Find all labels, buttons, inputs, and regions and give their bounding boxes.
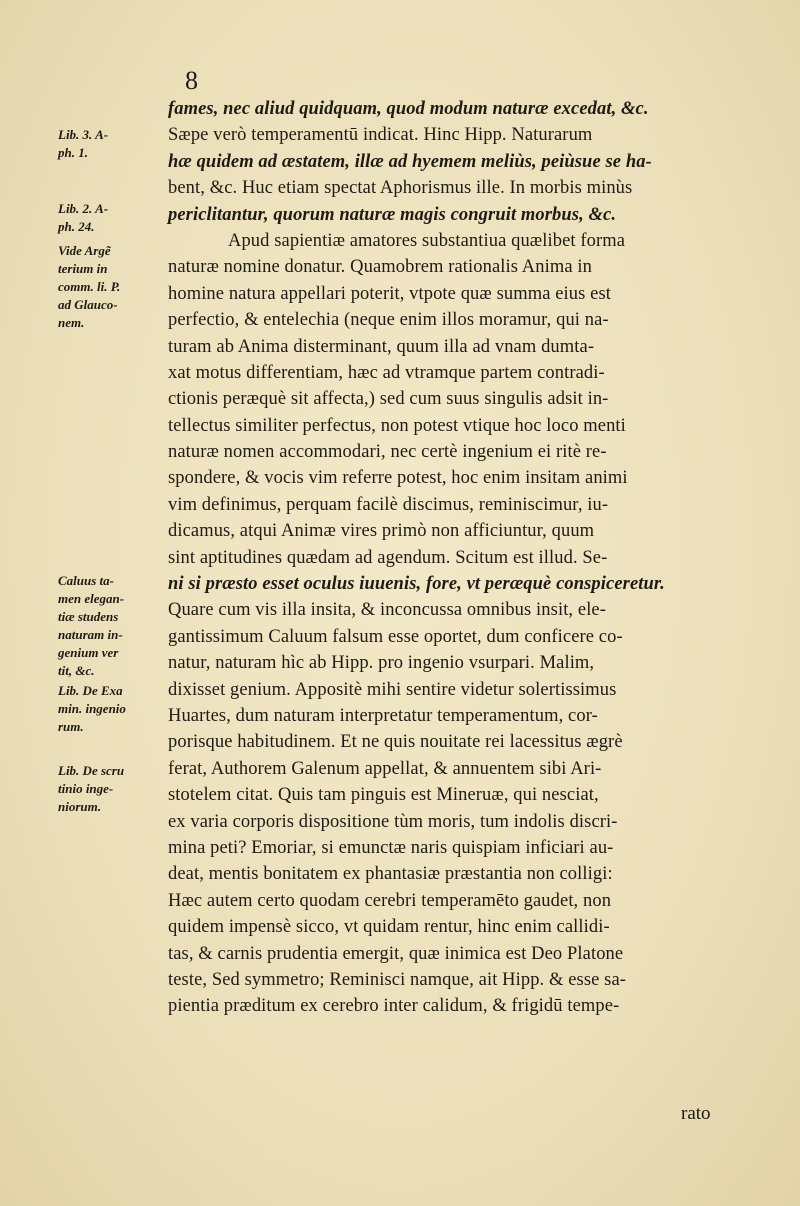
body-line: Sæpe verò temperamentū indicat. Hinc Hipp. Naturarum (168, 125, 593, 146)
margin-note-caluus (58, 572, 166, 680)
margin-note-line: Caluus ta- (58, 573, 114, 588)
margin-note-aph-2-24 (58, 200, 166, 236)
body-line: spondere, & vocis vim referre potest, hoc enim insitam animi (168, 468, 628, 489)
margin-note-line: tit, &c. (58, 663, 95, 678)
margin-note-line: rum. (58, 719, 84, 734)
margin-note-line: genium ver (58, 645, 119, 660)
margin-note-line: Lib. De scru (58, 763, 125, 778)
page-number: 8 (185, 66, 198, 95)
body-line: Hæc autem certo quodam cerebri temperamēto gaudet, non (168, 890, 612, 911)
body-text (168, 96, 768, 1020)
margin-note-line: Lib. De Exa (58, 683, 123, 698)
body-line: teste, Sed symmetro; Reminisci namque, ait Hipp. & esse sa- (168, 969, 627, 990)
body-line: ni si præsto esset oculus iuuenis, fore, vt peræquè conspiceretur. (168, 574, 665, 595)
body-line: naturæ nomen accommodari, nec certè ingenium ei ritè re- (168, 442, 607, 463)
margin-note-line: naturam in- (58, 627, 123, 642)
margin-note-line: comm. li. P. (58, 279, 121, 294)
body-line: tellectus similiter perfectus, non potest vtique hoc loco menti (168, 415, 626, 436)
body-line: ex varia corporis dispositione tùm moris, tum indolis discri- (168, 811, 618, 832)
margin-note-line: Lib. 3. A- (58, 127, 109, 142)
body-line: deat, mentis bonitatem ex phantasiæ præstantia non colligi: (168, 864, 613, 885)
margin-note-de-examine (58, 682, 166, 736)
body-line: xat motus differentiam, hæc ad vtramque partem contradi- (168, 362, 605, 383)
body-line: perfectio, & entelechia (neque enim illos moramur, qui na- (168, 310, 609, 331)
margin-note-line: terium in (58, 261, 108, 276)
body-line: gantissimum Caluum falsum esse oportet, dum conficere co- (168, 626, 623, 647)
margin-note-line: min. ingenio (58, 701, 126, 716)
margin-note-argenterius (58, 242, 166, 332)
body-line: vim definimus, perquam facilè discimus, reminiscimur, iu- (168, 494, 609, 515)
margin-note-line: nem. (58, 315, 85, 330)
body-line: Quare cum vis illa insita, & inconcussa omnibus insit, ele- (168, 600, 607, 621)
body-line: turam ab Anima disterminant, quum illa ad vnam dumta- (168, 336, 595, 357)
body-line: quidem impensè sicco, vt quidam rentur, hinc enim callidi- (168, 917, 610, 938)
body-line: stotelem citat. Quis tam pinguis est Mineruæ, qui nesciat, (168, 785, 599, 806)
margin-note-aph-3-1 (58, 126, 166, 162)
body-line: mina peti? Emoriar, si emunctæ naris quispiam inficiari au- (168, 837, 614, 858)
margin-note-line: Vide Argẽ (58, 243, 111, 258)
body-line: hæ quidem ad æstatem, illæ ad hyemem meliùs, peiùsue se ha- (168, 151, 652, 172)
margin-note-line: tiæ studens (58, 609, 119, 624)
margin-note-line: ad Glauco- (58, 297, 118, 312)
margin-note-line: men elegan- (58, 591, 125, 606)
body-line: dixisset genium. Appositè mihi sentire videtur solertissimus (168, 679, 617, 700)
margin-note-line: ph. 24. (58, 219, 95, 234)
body-line: sint aptitudines quædam ad agendum. Scitum est illud. Se- (168, 547, 608, 568)
margin-note-de-scrutinio (58, 762, 166, 816)
body-line: ctionis peræquè sit affecta,) sed cum suus singulis adsit in- (168, 389, 609, 410)
body-line: periclitantur, quorum naturæ magis congruit morbus, &c. (168, 204, 617, 225)
margin-note-line: Lib. 2. A- (58, 201, 109, 216)
body-line: pientia præditum ex cerebro inter calidum, & frigidū tempe- (168, 996, 620, 1017)
body-line: dicamus, atqui Animæ vires primò non afficiuntur, quum (168, 521, 595, 542)
margin-note-line: ph. 1. (58, 145, 88, 160)
body-line: bent, &c. Huc etiam spectat Aphorismus ille. In morbis minùs (168, 178, 633, 199)
body-line: Huartes, dum naturam interpretatur temperamentum, cor- (168, 705, 598, 726)
catchword: rato (681, 1103, 711, 1124)
body-line: porisque habitudinem. Et ne quis nouitate rei lacessitus ægrè (168, 732, 623, 753)
body-line: homine natura appellari poterit, vtpote quæ summa eius est (168, 283, 612, 304)
body-line: natur, naturam hìc ab Hipp. pro ingenio vsurpari. Malim, (168, 653, 595, 674)
body-line: tas, & carnis prudentia emergit, quæ inimica est Deo Platone (168, 943, 624, 964)
margin-note-line: niorum. (58, 799, 101, 814)
body-line: ferat, Authorem Galenum appellat, & annuentem sibi Ari- (168, 758, 602, 779)
margin-note-line: tinio inge- (58, 781, 114, 796)
body-line: fames, nec aliud quidquam, quod modum naturæ excedat, &c. (168, 99, 649, 119)
body-line: Apud sapientiæ amatores substantiua quælibet forma (228, 230, 626, 251)
body-line: naturæ nomine donatur. Quamobrem rationalis Anima in (168, 257, 592, 278)
